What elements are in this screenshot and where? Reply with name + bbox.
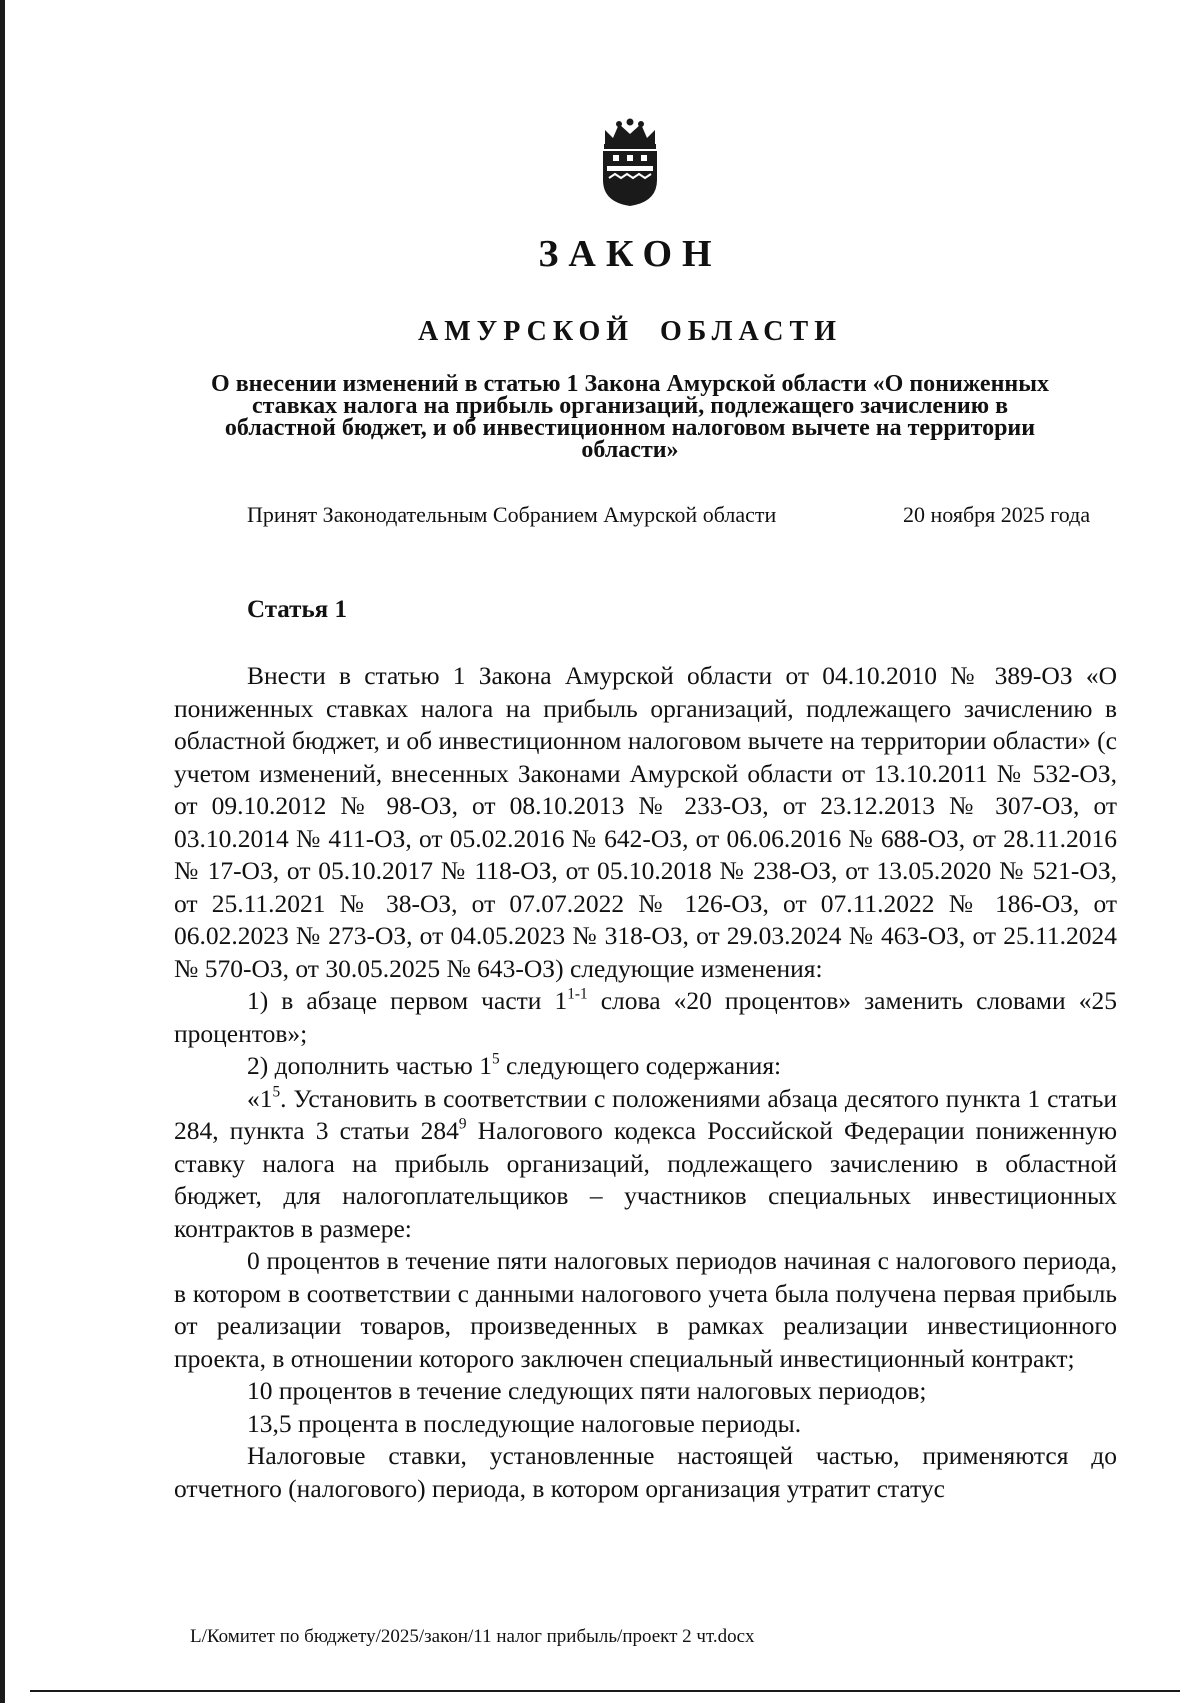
bottom-rule [30, 1690, 1180, 1692]
article-body [174, 660, 1117, 1505]
law-subject: О внесении изменений в статью 1 Закона Амурской области «О пониженных ставках налога на прибыль организаций, подлежащего зачислению в областной бюджет, и об инвестиционном налоговом вычете на территории области» [211, 371, 1049, 463]
rate-thirteen: 13,5 процента в последующие налоговые периоды. [247, 1408, 802, 1438]
amur-coat-of-arms-icon [595, 118, 665, 208]
adopted-date: 20 ноября 2025 года [903, 502, 1091, 527]
closing-paragraph: Налоговые ставки, установленные настоящей частью, применяются до отчетного (налогового) периода, в котором организация утратит статус [174, 1441, 1117, 1503]
amendment-item-1: 1) в абзаце первом части 1$^{1-1}$ слова «20 процентов» заменить словами «25 процентов»; [174, 985, 1117, 1048]
law-title: ЗАКОН [538, 233, 722, 275]
amendment-item-2: 2) дополнить частью $1^5$ следующего содержания: [247, 1050, 782, 1080]
article-heading: Статья 1 [247, 596, 347, 623]
region-title: АМУРСКОЙ ОБЛАСТИ [418, 316, 842, 347]
quoted-part: «$1^5$. Установить в соответствии с положениями абзаца десятого пункта 1 статьи 284, пункта 3 статьи $284^9$ Налогового кодекса Российской Федерации пониженную ставку налога на прибыль организаций, подлежащего зачислению в областной бюджет, для налогоплательщиков – участников специальных инвестиционных контрактов в размере: [174, 1082, 1117, 1243]
footer-file-path: L/Комитет по бюджету/2025/закон/11 налог прибыль/проект 2 чт.docx [190, 1626, 755, 1647]
rate-ten: 10 процентов в течение следующих пяти налоговых периодов; [247, 1376, 927, 1405]
article-intro: Внести в статью 1 Закона Амурской области от 04.10.2010 № 389-ОЗ «О пониженных ставках налога на прибыль организаций, подлежащего зачислению в областной бюджет, и об инвестиционном налоговом вычете на территории области» (с учетом изменений, внесенных Законами Амурской области от 13.10.2011 № 532-ОЗ, от 09.10.2012 № 98-ОЗ, от 08.10.2013 № 233-ОЗ, от 23.12.2013 № 307-ОЗ, от 03.10.2014 № 411-ОЗ, от 05.02.2016 № 642-ОЗ, от 06.06.2016 № 688-ОЗ, от 28.11.2016 № 17-ОЗ, от 05.10.2017 № 118-ОЗ, от 05.10.2018 № 238-ОЗ, от 13.05.2020 № 521-ОЗ, от 25.11.2021 № 38-ОЗ, от 07.07.2022 № 126-ОЗ, от 07.11.2022 № 186-ОЗ, от 06.02.2023 № 273-ОЗ, от 04.05.2023 № 318-ОЗ, от 29.03.2024 № 463-ОЗ, от 25.11.2024 № 570-ОЗ, от 30.05.2025 № 643-ОЗ) следующие изменения: [174, 661, 1117, 983]
adopted-by: Принят Законодательным Собранием Амурской области [247, 502, 777, 527]
rate-zero: 0 процентов в течение пяти налоговых периодов начиная с налогового периода, в котором в соответствии с данными налогового учета была получена первая прибыль от реализации товаров, произведенных в рамках реализации инвестиционного проекта, в отношении которого заключен специальный инвестиционный контракт; [174, 1246, 1117, 1373]
